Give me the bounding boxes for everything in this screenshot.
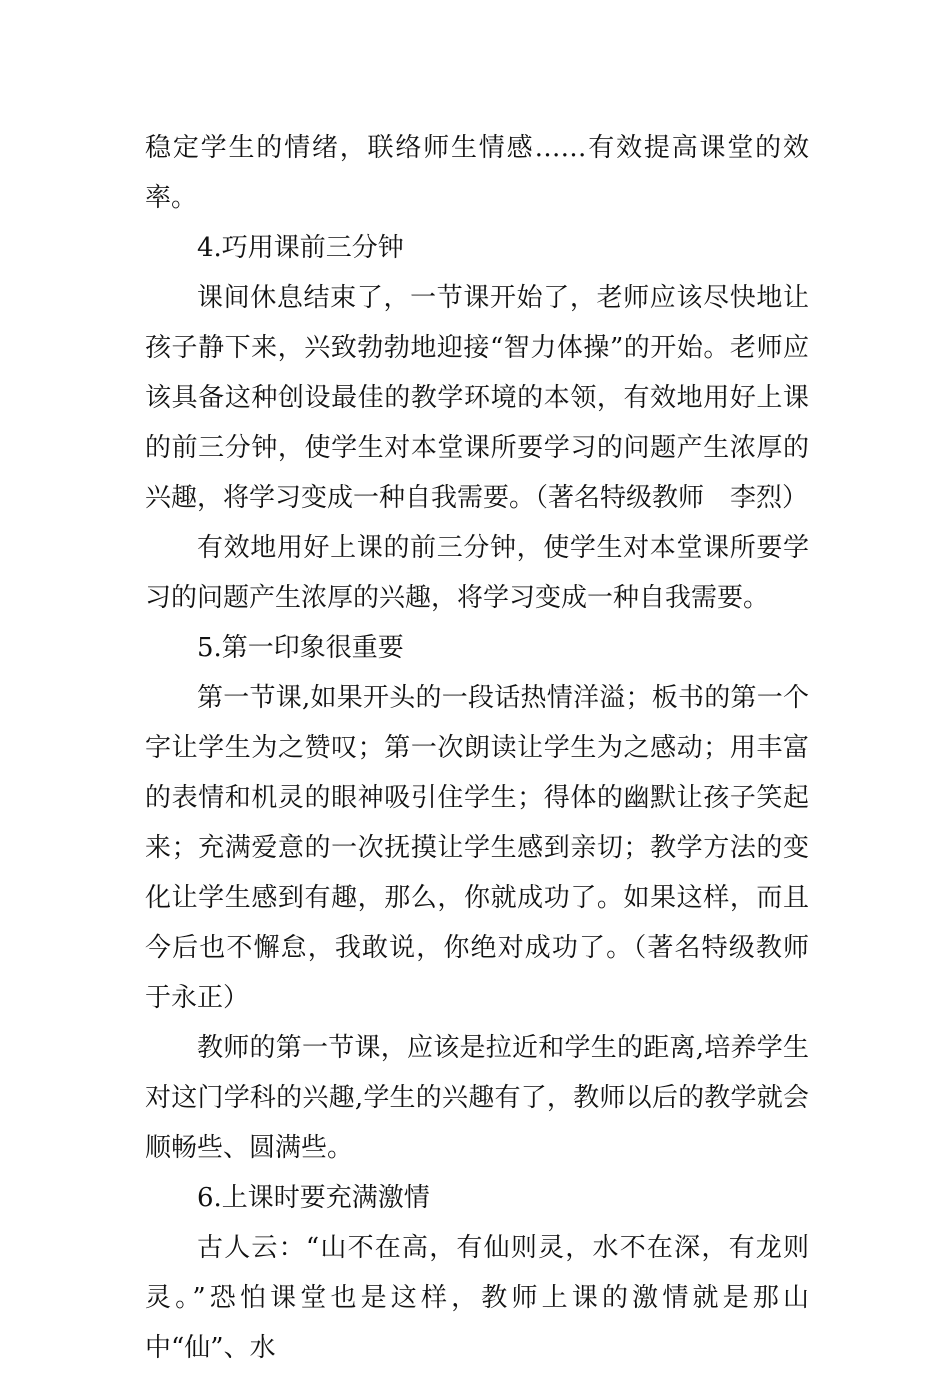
paragraph-quote-li-lie: 课间休息结束了，一节课开始了，老师应该尽快地让孩子静下来，兴致勃勃地迎接“智力体操”的开始。老师应该具备这种创设最佳的教学环境的本领，有效地用好上课的前三分钟，使学生对本堂课所要学习的问题产生浓厚的兴趣，将学习变成一种自我需要。（著名特级教师 李烈） [145,283,809,513]
section-heading-6: 6.上课时要充满激情 [197,1183,430,1213]
section-heading-5: 5.第一印象很重要 [197,633,404,663]
paragraph-section-6: 古人云：“山不在高，有仙则灵，水不在深，有龙则灵。”恐怕课堂也是这样，教师上课的激情就是那山中“仙”、水 [145,1233,809,1363]
section-heading-4: 4.巧用课前三分钟 [197,233,404,263]
paragraph-quote-yu-yongzheng: 第一节课,如果开头的一段话热情洋溢；板书的第一个字让学生为之赞叹；第一次朗读让学生为之感动；用丰富的表情和机灵的眼神吸引住学生；得体的幽默让孩子笑起来；充满爱意的一次抚摸让学生感到亲切；教学方法的变化让学生感到有趣，那么，你就成功了。如果这样，而且今后也不懈怠，我敢说，你绝对成功了。（著名特级教师 于永正） [145,683,836,1013]
document-body [145,123,836,1373]
paragraph-summary-5: 教师的第一节课，应该是拉近和学生的距离,培养学生对这门学科的兴趣,学生的兴趣有了，教师以后的教学就会顺畅些、圆满些。 [145,1033,809,1163]
paragraph-summary-4: 有效地用好上课的前三分钟，使学生对本堂课所要学习的问题产生浓厚的兴趣，将学习变成一种自我需要。 [145,533,809,613]
paragraph-continuation: 稳定学生的情绪，联络师生情感……有效提高课堂的效率。 [145,133,809,213]
